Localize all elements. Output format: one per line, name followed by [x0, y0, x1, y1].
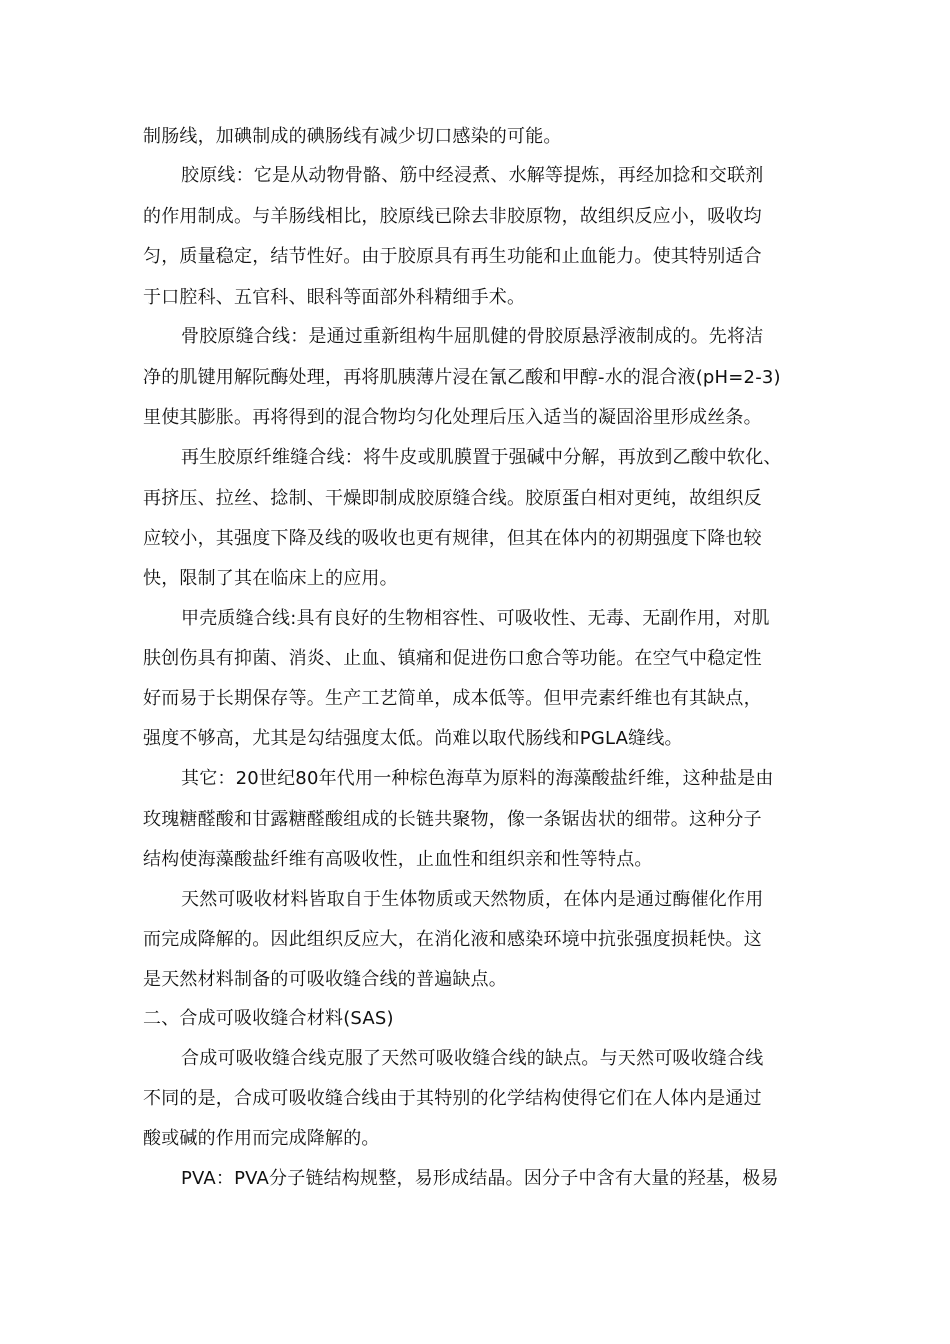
text-line: 的作用制成。与羊肠线相比，胶原线已除去非胶原物，故组织反应小，吸收均: [143, 206, 762, 227]
paragraph-start-line: 其它：20世纪80年代用一种棕色海草为原料的海藻酸盐纤维，这种盐是由: [181, 768, 774, 789]
text-line: 里使其膨胀。再将得到的混合物均匀化处理后压入适当的凝固浴里形成丝条。: [143, 407, 762, 428]
paragraph-start-line: 胶原线：它是从动物骨骼、筋中经浸煮、水解等提炼，再经加捻和交联剂: [181, 165, 764, 186]
paragraph-start-line: 再生胶原纤维缝合线：将牛皮或肌膜置于强碱中分解，再放到乙酸中软化、: [181, 447, 782, 468]
text-line: 强度不够高，尤其是勾结强度太低。尚难以取代肠线和PGLA缝线。: [143, 728, 683, 749]
text-line: 制肠线，加碘制成的碘肠线有减少切口感染的可能。: [143, 126, 562, 147]
text-line: 玫瑰糖醛酸和甘露糖醛酸组成的长链共聚物，像一条锯齿状的细带。这种分子: [143, 809, 762, 830]
paragraph-start-line: 天然可吸收材料皆取自于生体物质或天然物质，在体内是通过酶催化作用: [181, 889, 764, 910]
text-line: 而完成降解的。因此组织反应大，在消化液和感染环境中抗张强度损耗快。这: [143, 929, 762, 950]
text-line: 于口腔科、五官科、眼科等面部外科精细手术。: [143, 287, 526, 308]
text-line: 是天然材料制备的可吸收缝合线的普遍缺点。: [143, 969, 507, 990]
text-line: 匀，质量稳定，结节性好。由于胶原具有再生功能和止血能力。使其特别适合: [143, 246, 762, 267]
text-line: 酸或碱的作用而完成降解的。: [143, 1128, 380, 1149]
text-line: 再挤压、拉丝、捻制、干燥即制成胶原缝合线。胶原蛋白相对更纯，故组织反: [143, 488, 762, 509]
text-line: 不同的是，合成可吸收缝合线由于其特别的化学结构使得它们在人体内是通过: [143, 1088, 762, 1109]
paragraph-start-line: PVA：PVA分子链结构规整，易形成结晶。因分子中含有大量的羟基，极易: [181, 1168, 779, 1189]
text-line: 快，限制了其在临床上的应用。: [143, 568, 398, 589]
text-line: 肤创伤具有抑菌、消炎、止血、镇痛和促进伤口愈合等功能。在空气中稳定性: [143, 648, 762, 669]
text-line: 净的肌键用解阮酶处理，再将肌胰薄片浸在氰乙酸和甲醇-水的混合液(pH=2-3): [143, 367, 781, 388]
section-heading: 二、合成可吸收缝合材料(SAS): [143, 1008, 394, 1029]
text-line: 结构使海藻酸盐纤维有高吸收性，止血性和组织亲和性等特点。: [143, 849, 653, 870]
text-line: 应较小，其强度下降及线的吸收也更有规律，但其在体内的初期强度下降也较: [143, 528, 762, 549]
paragraph-start-line: 合成可吸收缝合线克服了天然可吸收缝合线的缺点。与天然可吸收缝合线: [181, 1048, 764, 1069]
paragraph-start-line: 骨胶原缝合线：是通过重新组构牛屈肌健的骨胶原悬浮液制成的。先将洁: [181, 326, 764, 347]
text-line: 好而易于长期保存等。生产工艺简单，成本低等。但甲壳素纤维也有其缺点，: [143, 688, 762, 709]
paragraph-start-line: 甲壳质缝合线:具有良好的生物相容性、可吸收性、无毒、无副作用，对肌: [181, 608, 770, 629]
